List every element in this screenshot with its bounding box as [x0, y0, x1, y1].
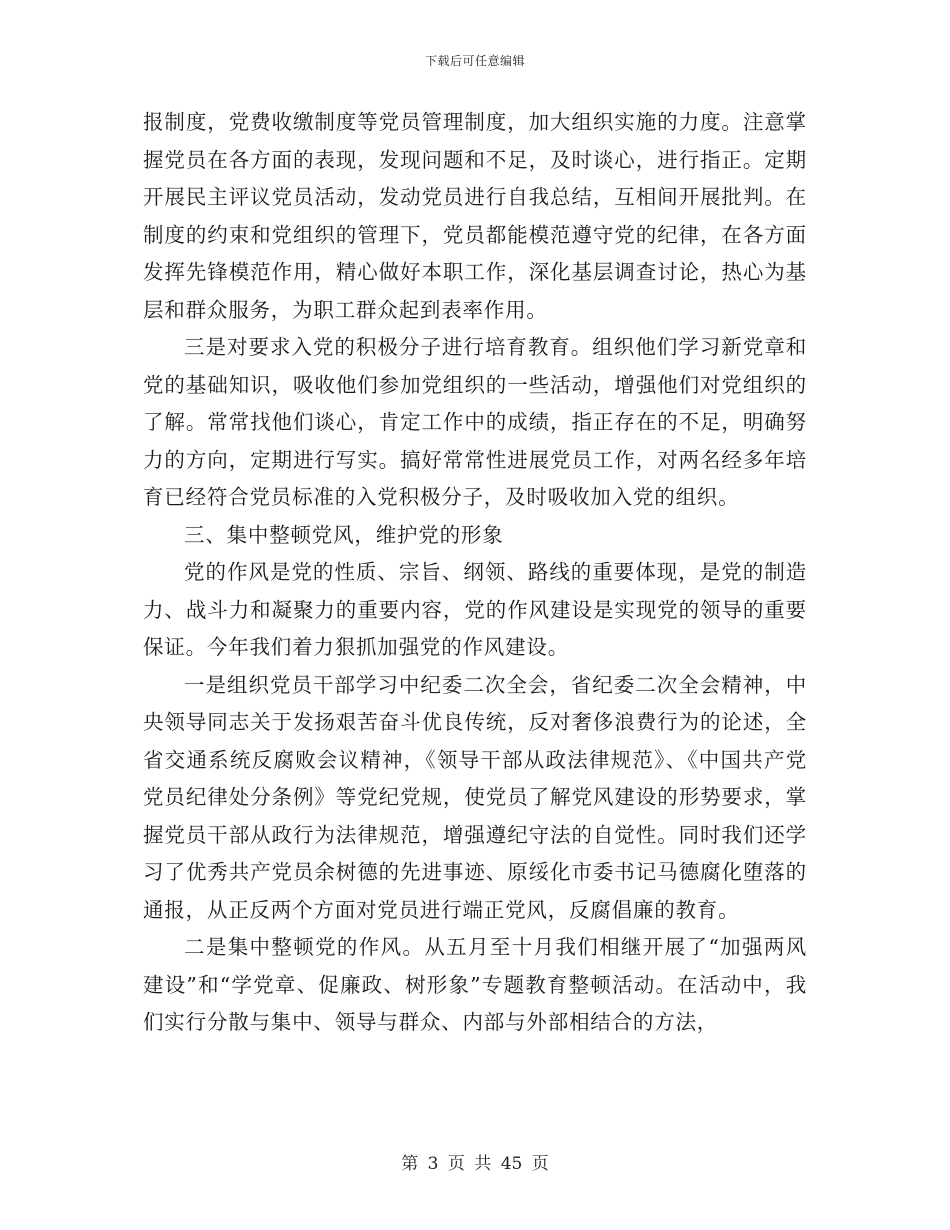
paragraph-3: 党的作风是党的性质、宗旨、纲领、路线的重要体现，是党的制造力、战斗力和凝聚力的重要内容，党的作风建设是实现党的领导的重要保证。今年我们着力狠抓加强党的作风建设。	[143, 560, 807, 659]
document-body	[143, 104, 807, 1042]
page-number: 第 3 页 共 45 页	[401, 1154, 549, 1174]
section-heading: 三、集中整顿党风，维护党的形象	[184, 522, 504, 547]
page-header-note: 下载后可任意编辑	[424, 54, 525, 68]
paragraph-5: 二是集中整顿党的作风。从五月至十月我们相继开展了“加强两风建设”和“学党章、促廉政、树形象”专题教育整顿活动。在活动中，我们实行分散与集中、领导与群众、内部与外部相结合的方法，	[143, 935, 807, 1034]
paragraph-4: 一是组织党员干部学习中纪委二次全会，省纪委二次全会精神，中央领导同志关于发扬艰苦奋斗优良传统，反对奢侈浪费行为的论述，全省交通系统反腐败会议精神，《领导干部从政法律规范》、《中国共产党党员纪律处分条例》等党纪党规，使党员了解党风建设的形势要求，掌握党员干部从政行为法律规范，增强遵纪守法的自觉性。同时我们还学习了优秀共产党员余树德的先进事迹、原绥化市委书记马德腐化堕落的通报，从正反两个方面对党员进行端正党风，反腐倡廉的教育。	[143, 672, 807, 922]
paragraph-1: 报制度，党费收缴制度等党员管理制度，加大组织实施的力度。注意掌握党员在各方面的表现，发现问题和不足，及时谈心，进行指正。定期开展民主评议党员活动，发动党员进行自我总结，互相间开展批判。在制度的约束和党组织的管理下，党员都能模范遵守党的纪律，在各方面发挥先锋模范作用，精心做好本职工作，深化基层调查讨论，热心为基层和群众服务，为职工群众起到表率作用。	[143, 110, 807, 322]
paragraph-2: 三是对要求入党的积极分子进行培育教育。组织他们学习新党章和党的基础知识，吸收他们参加党组织的一些活动，增强他们对党组织的了解。常常找他们谈心，肯定工作中的成绩，指正存在的不足，明确努力的方向，定期进行写实。搞好常常性进展党员工作，对两名经多年培育已经符合党员标准的入党积极分子，及时吸收加入党的组织。	[143, 335, 807, 509]
